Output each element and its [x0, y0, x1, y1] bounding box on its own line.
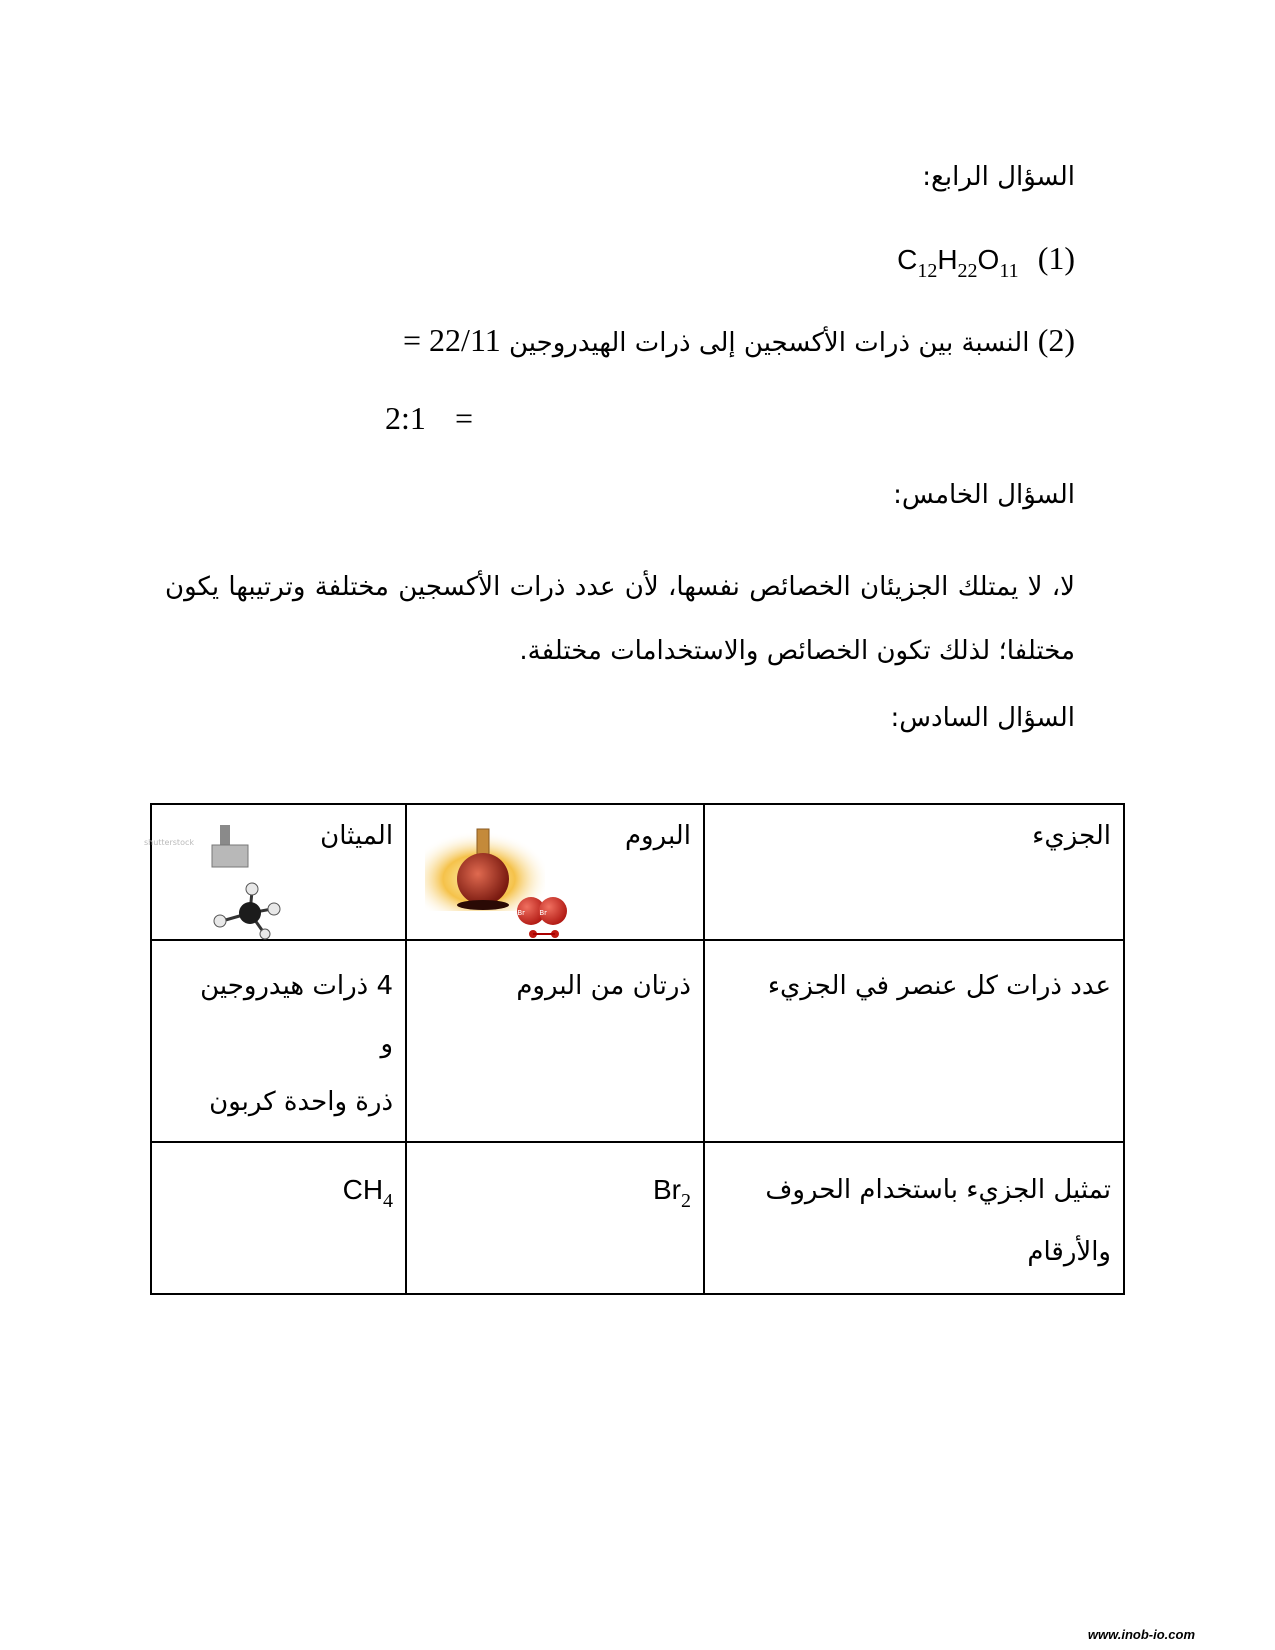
table-row: [151, 804, 1124, 940]
footer-url[interactable]: www.inob-io.com: [1087, 1627, 1195, 1642]
header-bromine-label: البروم: [624, 821, 691, 851]
ratio-line: [403, 322, 1075, 359]
header-methane-cell: [143, 804, 406, 940]
atoms-label: عدد ذرات كل عنصر في الجزيء: [767, 971, 1111, 1001]
question-4-title: السؤال الرابع:: [922, 162, 1075, 192]
question-5-title: السؤال الخامس:: [893, 480, 1075, 510]
ratio-value: = 22/11: [403, 322, 501, 358]
bromine-atom-label: Br: [517, 909, 526, 917]
table-row: [151, 1142, 1124, 1294]
question-5-answer: لا، لا يمتلك الجزيئان الخصائص نفسها، لأن عدد ذرات الأكسجين مختلفة وترتيبها يكون مختلفا؛ لذلك تكون الخصائص والاستخدامات مختلفة.: [165, 572, 1075, 666]
atoms-label-cell: [704, 940, 1124, 1142]
methane-and: و: [380, 1029, 394, 1059]
sucrose-formula: $C_{12}H_{22}O_{11}$: [897, 244, 1019, 282]
table-row: [151, 940, 1124, 1142]
bromine-formula: $Br_2$: [652, 1174, 691, 1212]
bromine-formula-cell: [406, 1142, 704, 1294]
watermark-text: shutterstock: [143, 838, 194, 847]
bromine-atoms: ذرتان من البروم: [516, 971, 691, 1001]
sucrose-formula-line: [897, 240, 1075, 282]
methane-hydrogen-atoms: 4 ذرات هيدروجين: [200, 971, 394, 1001]
formula-label: تمثيل الجزيء باستخدام الحروف والأرقام: [765, 1175, 1111, 1267]
methane-atoms-cell: [151, 940, 406, 1142]
formula-label-cell: [704, 1142, 1124, 1294]
bromine-atoms-cell: [406, 940, 704, 1142]
header-bromine-cell: [406, 804, 704, 940]
item-1-label: (1): [1037, 240, 1075, 276]
ratio-simplified-line: [385, 400, 473, 437]
header-methane-label: الميثان: [320, 821, 394, 851]
molecule-table: [143, 803, 1125, 1295]
methane-formula-cell: [151, 1142, 406, 1294]
header-molecule-cell: [704, 804, 1124, 940]
methane-carbon-atoms: ذرة واحدة كربون: [209, 1087, 394, 1117]
ratio-simplified: 2:1: [385, 400, 426, 436]
header-molecule-label: الجزيء: [1032, 821, 1111, 851]
methane-image: [143, 817, 292, 939]
methane-formula: $CH_4$: [342, 1174, 394, 1212]
ratio-text: النسبة بين ذرات الأكسجين إلى ذرات الهيدروجين: [509, 328, 1030, 358]
ratio-equals: =: [454, 400, 474, 436]
bromine-atom-label: Br: [539, 909, 548, 917]
item-2-label: (2): [1037, 322, 1075, 358]
question-6-title: السؤال السادس:: [890, 703, 1075, 733]
bromine-flask-image: [425, 821, 585, 939]
